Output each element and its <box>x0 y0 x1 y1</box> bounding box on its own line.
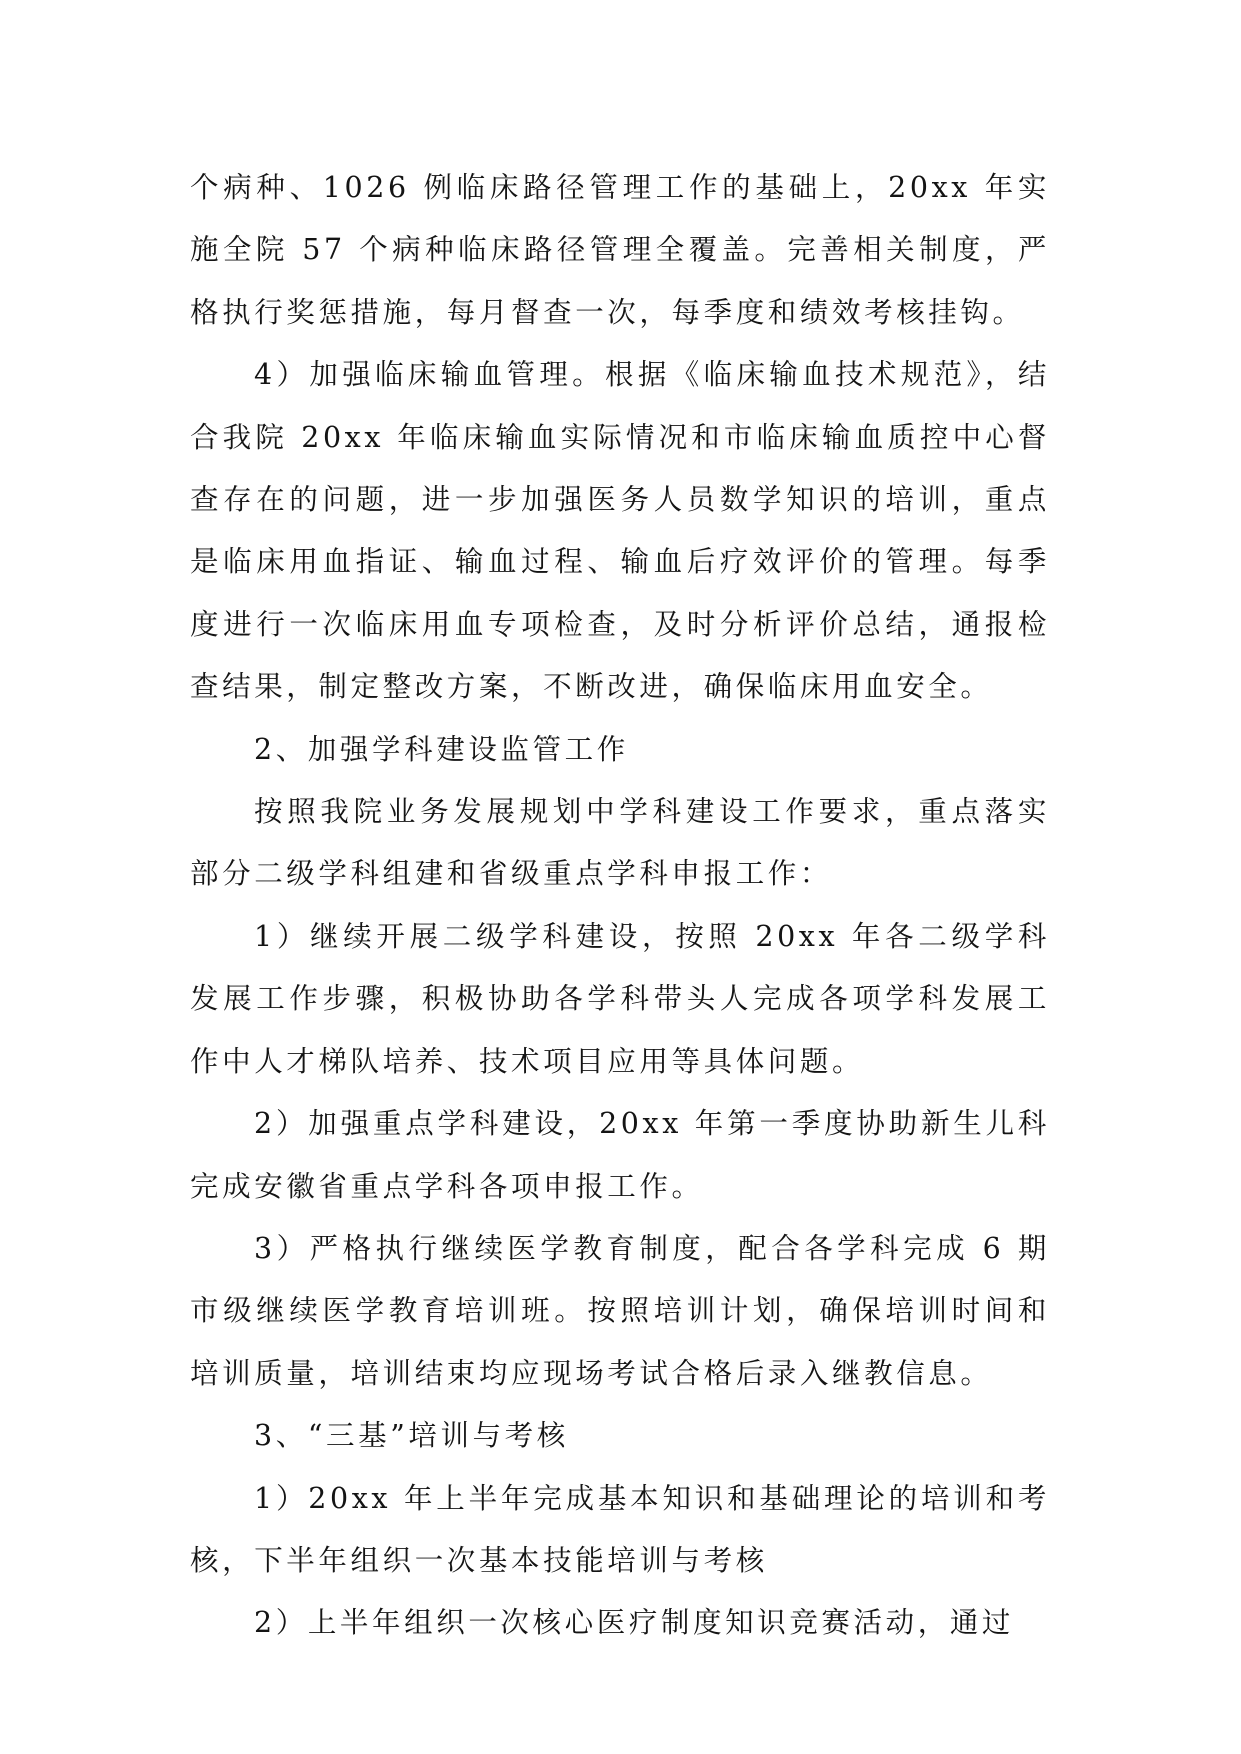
section-heading-discipline-building: 2、加强学科建设监管工作 <box>254 732 629 766</box>
section-heading-three-basics: 3、“三基”培训与考核 <box>254 1419 569 1453</box>
paragraph-key-disciplines: 2）加强重点学科建设，20xx 年第一季度协助新生儿科完成安徽省重点学科各项申报工作。 <box>190 1107 1050 1203</box>
paragraph-clinical-pathway: 个病种、1026 例临床路径管理工作的基础上，20xx 年实施全院 57 个病种临床路径管理全覆盖。完善相关制度，严格执行奖惩措施，每月督查一次，每季度和绩效考核挂钩。 <box>190 171 1050 329</box>
paragraph-continuing-education: 3）严格执行继续医学教育制度，配合各学科完成 6 期市级继续医学教育培训班。按照培训计划，确保培训时间和培训质量，培训结束均应现场考试合格后录入继教信息。 <box>190 1231 1050 1390</box>
paragraph-first-half-training: 1）20xx 年上半年完成基本知识和基础理论的培训和考核，下半年组织一次基本技能培训与考核 <box>190 1481 1050 1577</box>
paragraph-secondary-disciplines: 1）继续开展二级学科建设，按照 20xx 年各二级学科发展工作步骤，积极协助各学科带头人完成各项学科发展工作中人才梯队培养、技术项目应用等具体问题。 <box>190 919 1050 1078</box>
document-body <box>190 157 1050 1655</box>
paragraph-knowledge-contest: 2）上半年组织一次核心医疗制度知识竞赛活动，通过 <box>254 1606 1015 1640</box>
paragraph-discipline-intro: 按照我院业务发展规划中学科建设工作要求，重点落实部分二级学科组建和省级重点学科申报工作： <box>190 795 1050 891</box>
paragraph-blood-transfusion: 4）加强临床输血管理。根据《临床输血技术规范》，结合我院 20xx 年临床输血实际情况和市临床输血质控中心督查存在的问题，进一步加强医务人员数学知识的培训，重点是临床用血指证、输血过程、输血后疗效评价的管理。每季度进行一次临床用血专项检查，及时分析评价总结，通报检查结果，制定整改方案，不断改进，确保临床用血安全。 <box>190 358 1050 704</box>
